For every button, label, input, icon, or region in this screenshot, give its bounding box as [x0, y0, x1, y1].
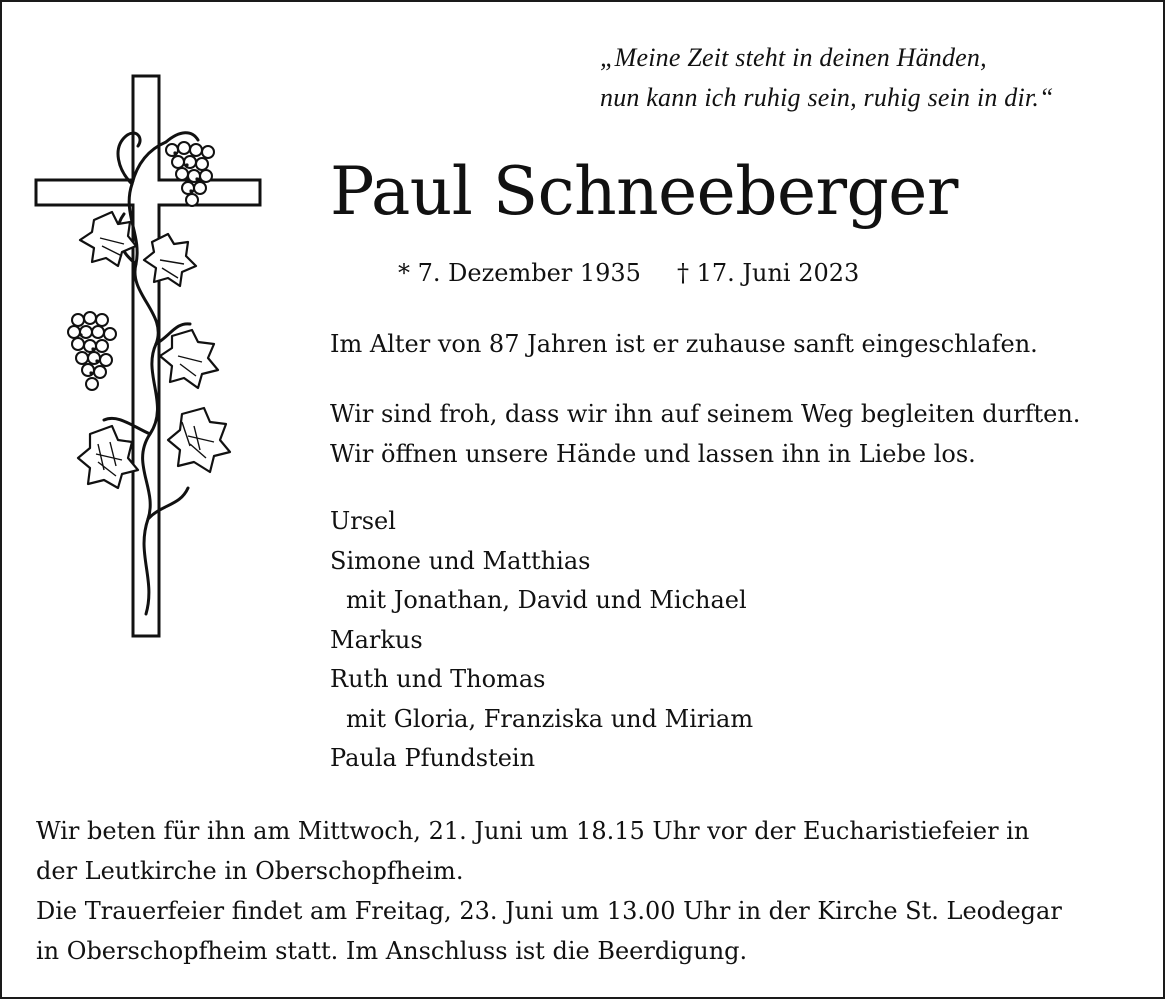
bible-quote: [600, 38, 1054, 118]
deceased-name: Paul Schneeberger: [330, 153, 958, 230]
service-line-1: Wir beten für ihn am Mittwoch, 21. Juni um 18.15 Uhr vor der Eucharistiefeier in: [36, 817, 1030, 845]
mourner-children: mit Gloria, Franziska und Miriam: [346, 704, 754, 733]
service-line-2: der Leutkirche in Oberschopfheim.: [36, 857, 464, 885]
mourner-entry: Ruth und Thomas: [330, 665, 546, 693]
death-date: † 17. Juni 2023: [676, 259, 860, 287]
birth-date: * 7. Dezember 1935: [398, 259, 641, 287]
message-line-3: Wir öffnen unsere Hände und lassen ihn in Liebe los.: [330, 440, 976, 468]
service-line-3: Die Trauerfeier findet am Freitag, 23. Juni um 13.00 Uhr in der Kirche St. Leodegar: [36, 897, 1062, 925]
message-line-2: Wir sind froh, dass wir ihn auf seinem Weg begleiten durften.: [330, 400, 1081, 428]
quote-line-2: nun kann ich ruhig sein, ruhig sein in dir.“: [600, 83, 1054, 112]
farewell-statement: [330, 394, 1080, 474]
quote-line-1: „Meine Zeit steht in deinen Händen,: [600, 43, 987, 72]
mourner-children: mit Jonathan, David und Michael: [346, 586, 747, 614]
life-dates: [398, 255, 859, 291]
message-line-1: Im Alter von 87 Jahren ist er zuhause sanft eingeschlafen.: [330, 330, 1038, 358]
mourner-entry: Ursel: [330, 507, 396, 535]
mourner-entry: Paula Pfundstein: [330, 744, 536, 772]
service-line-4: in Oberschopfheim statt. Im Anschluss ist die Beerdigung.: [36, 937, 748, 965]
mourner-entry: Markus: [330, 625, 423, 654]
mourners-list: [330, 502, 753, 779]
age-statement: [330, 324, 1038, 364]
service-information: [36, 811, 1062, 971]
cross-with-grapevine-icon: [32, 74, 266, 640]
mourner-entry: Simone und Matthias: [330, 546, 591, 575]
